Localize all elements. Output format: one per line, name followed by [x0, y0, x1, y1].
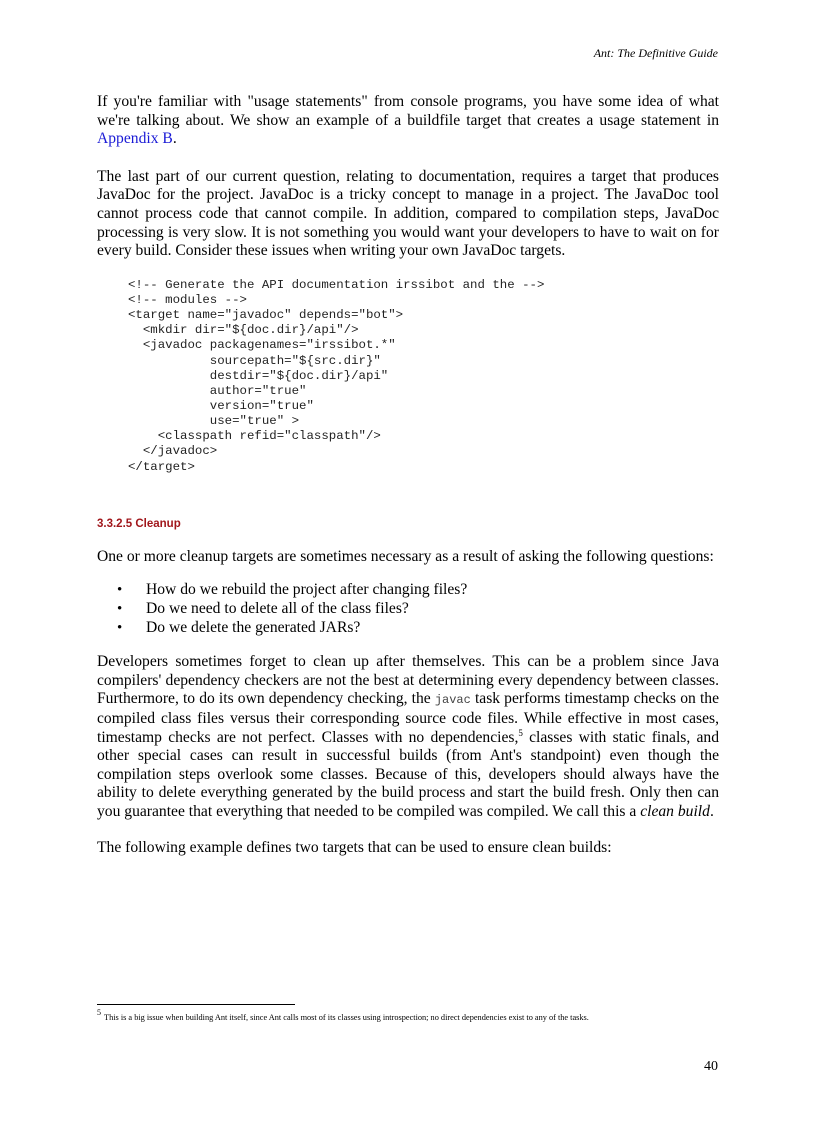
- page-number: 40: [704, 1059, 718, 1074]
- closing-paragraph: The following example defines two targets that can be used to ensure clean builds:: [97, 838, 612, 856]
- cleanup-lead-paragraph: One or more cleanup targets are sometimes necessary as a result of asking the following questions:: [97, 547, 714, 565]
- footnote-mark: 5: [97, 1008, 101, 1017]
- appendix-b-link[interactable]: Appendix B: [97, 130, 173, 148]
- developers-paragraph: Developers sometimes forget to clean up after themselves. This can be a problem since Java compilers' dependency checkers are not the best at determining every dependency between classes. Furthermore, to do its own dependency checking, the javac task performs timestamp checks on the compiled class files versus their corresponding source code files. While effective in most cases, timestamp checks are not perfect. Classes with no dependencies,$^5$ classes with static finals, and other special cases can result in successful builds (from Ant's standpoint) even though the compilation steps overlook some classes. Because of this, developers should always have the ability to delete everything generated by the build process and start the build fresh. Only then can you guarantee that everything that needed to be compiled was compiled. We call this a clean build.: [97, 653, 719, 820]
- footnote-divider: [97, 1004, 295, 1005]
- cleanup-questions-list: [97, 581, 719, 637]
- javadoc-code-block: <!-- Generate the API documentation irssibot and the --> <!-- modules --> <target name="javadoc" depends="bot"> <mkdir dir="${doc.dir}/api"/> <javadoc packagenames="irssibot.*" sourcepath="${src.dir}" destdir="${doc.dir}/api" author="true" version="true" use="true" > <classpath refid="classpath"/> </javadoc> </target>: [128, 277, 545, 474]
- list-item: • How do we rebuild the project after changing files?: [97, 581, 719, 600]
- footnote-text: This is a big issue when building Ant itself, since Ant calls most of its classes using introspection; no direct dependencies exist to any of the tasks.: [104, 1013, 589, 1022]
- javadoc-paragraph: The last part of our current question, relating to documentation, requires a target that produces JavaDoc for the project. JavaDoc is a tricky concept to manage in a project. The JavaDoc tool cannot process code that cannot compile. In addition, compared to compilation steps, JavaDoc processing is very slow. It is not something you would want your developers to have to wait on for every build. Consider these issues when writing your own JavaDoc targets.: [97, 167, 719, 260]
- footnote-reference[interactable]: 5: [518, 727, 523, 738]
- running-header: Ant: The Definitive Guide: [593, 46, 718, 60]
- list-item: • Do we need to delete all of the class files?: [97, 600, 719, 619]
- page-content: [97, 93, 719, 857]
- section-heading-cleanup: 3.3.2.5 Cleanup: [97, 517, 181, 530]
- javac-inline-code: javac: [434, 693, 471, 708]
- intro-paragraph: If you're familiar with "usage statements" from console programs, you have some idea of what we're talking about. We show an example of a buildfile target that creates a usage statement in Appendix B.: [97, 93, 719, 148]
- footnote: [97, 1008, 737, 1022]
- clean-build-term: clean build: [640, 802, 710, 820]
- list-item: • Do we delete the generated JARs?: [97, 619, 719, 638]
